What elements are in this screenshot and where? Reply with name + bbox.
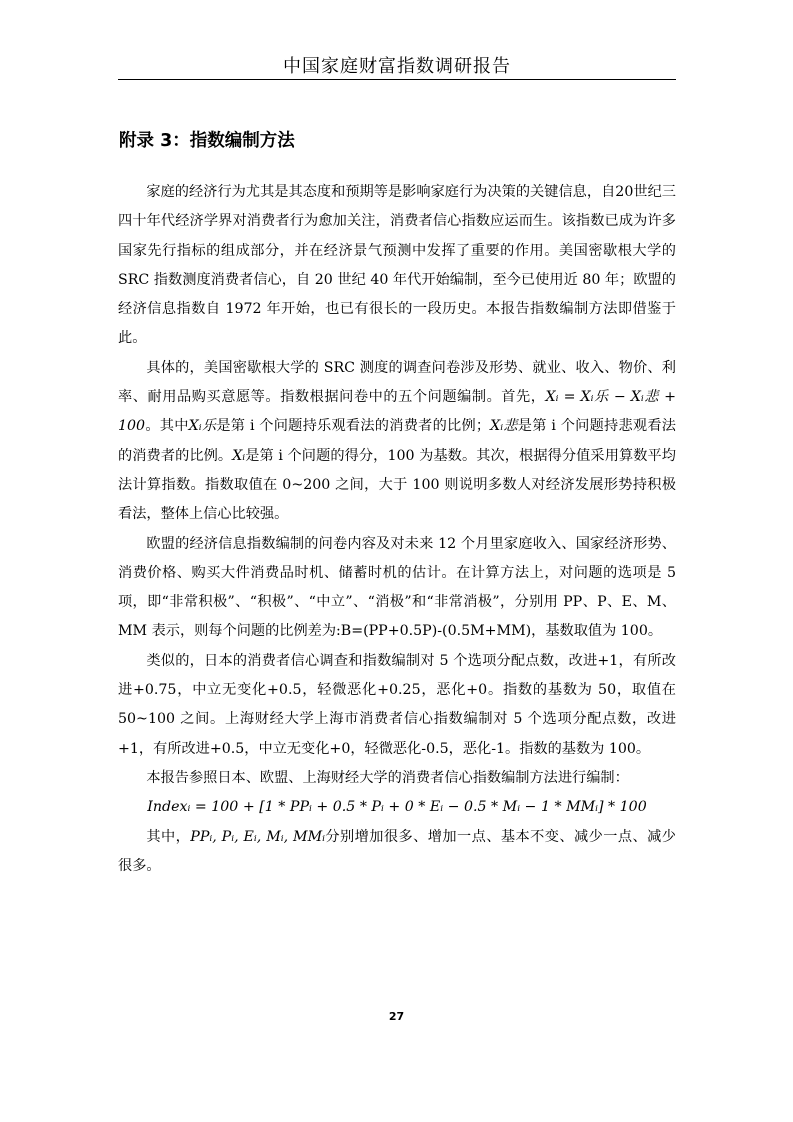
- p2-formula: Xᵢ = Xᵢ乐 − Xᵢ悲 + 100: [118, 389, 676, 435]
- p6-variables: PPᵢ, Pᵢ, Eᵢ, Mᵢ, MMᵢ: [190, 828, 325, 845]
- p2-text-c: 是第 i 个问题持乐观看法的消费者的比例；: [216, 418, 491, 435]
- p2-text-d: 是第 i 个问题持悲观看法的消费者的比例。: [118, 418, 676, 464]
- body-text: [118, 178, 676, 881]
- section-title: 附录 3：指数编制方法: [119, 131, 295, 151]
- header-divider: [118, 79, 676, 80]
- paragraph-2: [118, 354, 676, 530]
- page-number: 27: [388, 1010, 405, 1023]
- p2-text-e: 是第 i 个问题的得分，100 为基数。其次，根据得分值采用算数平均法计算指数。指数取值在 0~200 之间，大于 100 则说明多数人对经济发展形势持积极看法，整体上信心比较强。: [118, 447, 676, 523]
- running-header: 中国家庭财富指数调研报告: [283, 56, 511, 77]
- paragraph-5: 本报告参照日本、欧盟、上海财经大学的消费者信心指数编制方法进行编制：: [146, 769, 629, 786]
- p6-text-b: 分别增加很多、增加一点、基本不变、减少一点、减少很多。: [118, 828, 676, 874]
- p2-var-pessimistic: Xᵢ悲: [490, 418, 518, 435]
- paragraph-4: 类似的，日本的消费者信心调查和指数编制对 5 个选项分配点数，改进+1，有所改进+0.75，中立无变化+0.5，轻微恶化+0.25，恶化+0。指数的基数为 50，取值在 50~100 之间。上海财经大学上海市消费者信心指数编制对 5 个选项分配点数，改进+1，有所改进+0.5，中立无变化+0，轻微恶化-0.5，恶化-1。指数的基数为 100。: [118, 652, 676, 757]
- paragraph-3: 欧盟的经济信息指数编制的问卷内容及对未来 12 个月里家庭收入、国家经济形势、消费价格、购买大件消费品时机、储蓄时机的估计。在计算方法上，对问题的选项是 5 项，即“非常积极”、“积极”、“中立”、“消极”和“非常消极”，分别用 PP、P、E、M、MM 表示，则每个问题的比例差为:B=(PP+0.5P)-(0.5M+MM)，基数取值为 100。: [118, 535, 676, 640]
- p2-text-a: 具体的，美国密歇根大学的 SRC 测度的调查问卷涉及形势、就业、收入、物价、利率、耐用品购买意愿等。指数根据问卷中的五个问题编制。首先，: [118, 359, 676, 406]
- paragraph-6: [118, 823, 676, 882]
- paragraph-1: 家庭的经济行为尤其是其态度和预期等是影响家庭行为决策的关键信息，自20世纪三四十年代经济学界对消费者行为愈加关注，消费者信心指数应运而生。该指数已成为许多国家先行指标的组成部分，并在经济景气预测中发挥了重要的作用。美国密歇根大学的 SRC 指数测度消费者信心，自 20 世纪 40 年代开始编制，至今已使用近 80 年；欧盟的经济信息指数自 1972 年开始，也已有很长的一段历史。本报告指数编制方法即借鉴于此。: [118, 184, 676, 347]
- p2-var-score: Xᵢ: [232, 447, 246, 464]
- p2-text-b: 。其中: [145, 418, 189, 435]
- p6-text-a: 其中，: [146, 828, 191, 845]
- p2-var-optimistic: Xᵢ乐: [188, 418, 217, 435]
- index-formula: Indexᵢ = 100 + [1 * PPᵢ + 0.5 * Pᵢ + 0 * Eᵢ − 0.5 * Mᵢ − 1 * MMᵢ] * 100: [147, 799, 647, 816]
